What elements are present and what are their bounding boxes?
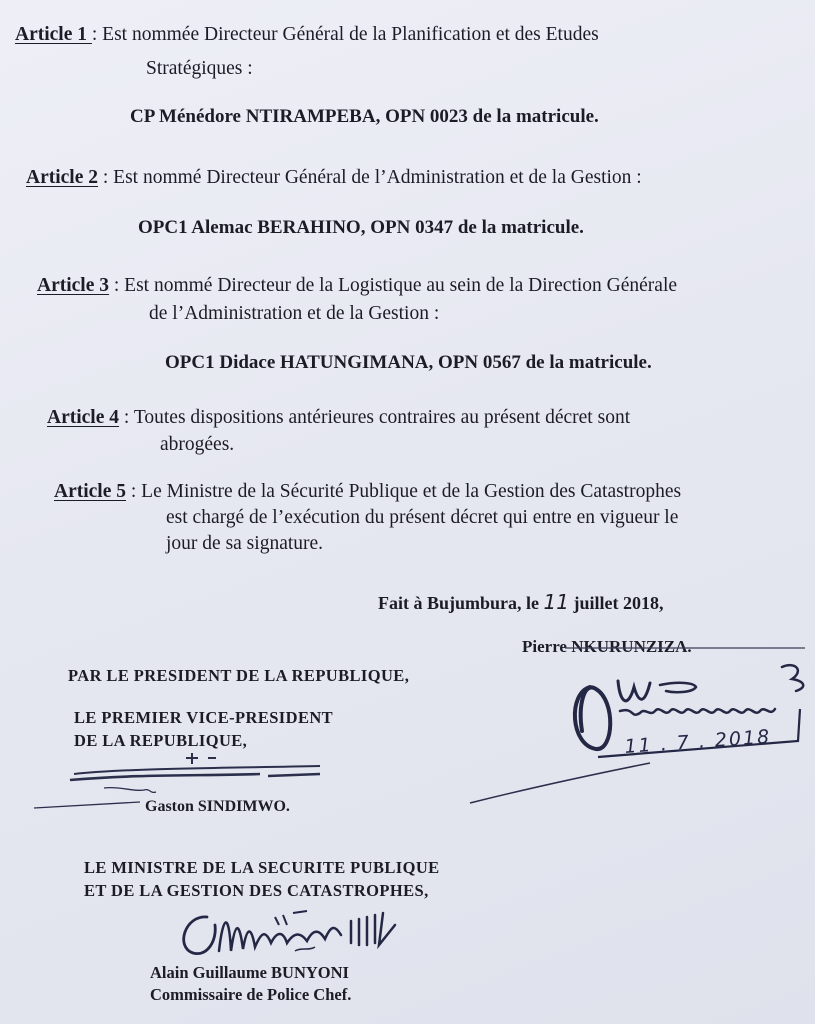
minister-rank: Commissaire de Police Chef. xyxy=(150,985,352,1004)
handwritten-date: 11 . 7 . 2018 xyxy=(623,725,772,758)
minister-signature xyxy=(175,895,415,965)
by-president-line: PAR LE PRESIDENT DE LA REPUBLIQUE, xyxy=(68,666,410,685)
article-3-label: Article 3 xyxy=(37,275,110,296)
handwritten-day: 11 xyxy=(543,590,569,614)
minister-title-1: LE MINISTRE DE LA SECURITE PUBLIQUE xyxy=(84,858,440,877)
article-3-line2: de l’Administration et de la Gestion : xyxy=(149,303,440,324)
article-2-line1: Article 2 : Est nommé Directeur Général de l’Administration et de la Gestion : xyxy=(26,167,642,188)
article-4-label: Article 4 xyxy=(47,407,120,428)
president-name: Pierre NKURUNZIZA. xyxy=(522,637,692,656)
article-5-line1: Article 5 : Le Ministre de la Sécurité Publique et de la Gestion des Catastrophes xyxy=(54,481,682,502)
article-4-line1: Article 4 : Toutes dispositions antérieures contraires au présent décret sont xyxy=(47,407,631,428)
article-2-appointee: OPC1 Alemac BERAHINO, OPN 0347 de la matricule. xyxy=(138,217,584,238)
minister-title-2: ET DE LA GESTION DES CATASTROPHES, xyxy=(84,881,429,900)
vice-president-name: Gaston SINDIMWO. xyxy=(145,798,290,815)
article-3-line1: Article 3 : Est nommé Directeur de la Logistique au sein de la Direction Générale xyxy=(37,275,678,296)
president-signature xyxy=(470,645,815,805)
article-1-label: Article 1 xyxy=(15,24,92,45)
article-1-appointee: CP Ménédore NTIRAMPEBA, OPN 0023 de la matricule. xyxy=(130,106,599,127)
vice-president-title-2: DE LA REPUBLIQUE, xyxy=(74,731,248,750)
article-1-line1: Article 1 : Est nommée Directeur Général de la Planification et des Etudes xyxy=(15,24,599,45)
article-5-line3: jour de sa signature. xyxy=(166,533,324,554)
article-5-line2: est chargé de l’exécution du présent décret qui entre en vigueur le xyxy=(166,507,679,528)
article-5-label: Article 5 xyxy=(54,481,127,502)
article-2-label: Article 2 xyxy=(26,167,99,188)
article-1-line2: Stratégiques : xyxy=(146,58,253,79)
place-date: Fait à Bujumbura, le 11 juillet 2018, xyxy=(378,590,664,614)
vice-president-title-1: LE PREMIER VICE-PRESIDENT xyxy=(74,708,334,727)
article-4-line2: abrogées. xyxy=(160,434,235,455)
article-3-appointee: OPC1 Didace HATUNGIMANA, OPN 0567 de la matricule. xyxy=(165,352,652,373)
minister-name: Alain Guillaume BUNYONI xyxy=(150,963,349,982)
